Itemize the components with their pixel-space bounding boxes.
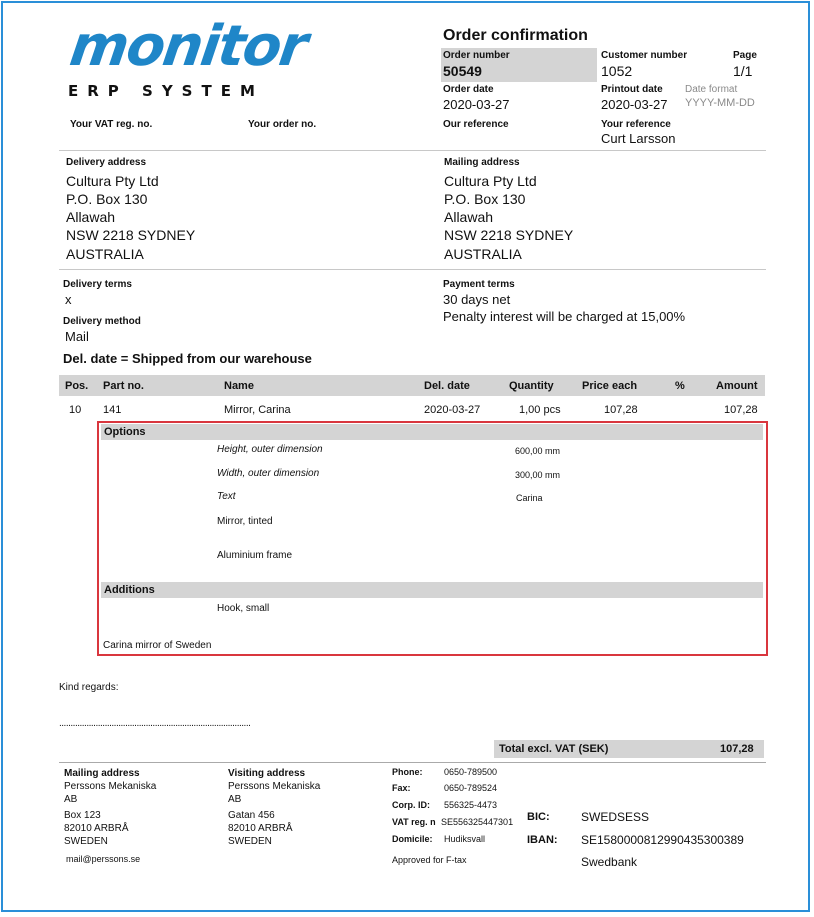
printout-date: 2020-03-27: [601, 97, 668, 112]
logo-subtitle: ERP SYSTEM: [68, 82, 264, 100]
mailing-address-label: Mailing address: [444, 157, 520, 168]
signature-line: ....................................................................................: [59, 718, 251, 729]
delivery-address-line: Cultura Pty Ltd: [66, 173, 159, 189]
order-date-label: Order date: [443, 84, 494, 95]
row-quantity: 1,00 pcs: [519, 404, 561, 416]
delivery-terms: x: [65, 292, 72, 307]
printout-date-label: Printout date: [601, 84, 663, 95]
delivery-address-line: NSW 2218 SYDNEY: [66, 227, 196, 243]
mailing-address-line: Allawah: [444, 209, 494, 225]
fax: 0650-789524: [444, 783, 498, 793]
corp-id: 556325-4473: [444, 800, 498, 810]
mailing-address-line: NSW 2218 SYDNEY: [444, 227, 574, 243]
your-order-label: Your order no.: [248, 119, 317, 130]
payment-terms-label: Payment terms: [443, 279, 515, 290]
mailing-address-line: AUSTRALIA: [444, 246, 522, 262]
corp-id-label: Corp. ID:: [392, 800, 430, 810]
date-format-label: Date format: [685, 84, 738, 95]
row-part-no: 141: [103, 404, 122, 416]
option-name: Height, outer dimension: [217, 444, 323, 455]
bank-name: Swedbank: [581, 855, 638, 869]
delivery-method-label: Delivery method: [63, 316, 141, 327]
footer-visiting-line: 82010 ARBRÅ: [228, 823, 293, 834]
total-value: 107,28: [720, 743, 754, 755]
row-price-each: 107,28: [604, 404, 638, 416]
mailing-address-line: Cultura Pty Ltd: [444, 173, 537, 189]
option-extra: Aluminium frame: [217, 550, 293, 561]
delivery-address-line: AUSTRALIA: [66, 246, 144, 262]
row-amount: 107,28: [724, 404, 758, 416]
payment-terms: 30 days net: [443, 292, 511, 307]
footer-divider: [59, 762, 766, 763]
addition-note: Carina mirror of Sweden: [103, 640, 212, 651]
delivery-address-line: P.O. Box 130: [66, 191, 148, 207]
iban-label: IBAN:: [527, 834, 558, 846]
delivery-method: Mail: [65, 329, 89, 344]
domicile: Hudiksvall: [444, 834, 486, 844]
page-number: 1/1: [733, 63, 753, 79]
divider: [59, 269, 766, 270]
options-label: Options: [104, 426, 146, 438]
phone: 0650-789500: [444, 767, 498, 777]
customer-number-label: Customer number: [601, 50, 688, 61]
col-part-no: Part no.: [103, 380, 144, 392]
vat-reg-label: Your VAT reg. no.: [70, 119, 153, 130]
col-percent: %: [675, 380, 685, 392]
footer-visiting-line: AB: [228, 794, 242, 805]
iban: SE1580000812990435300389: [581, 833, 744, 847]
option-name: Width, outer dimension: [217, 468, 320, 479]
option-value: 600,00 mm: [515, 446, 561, 456]
col-price-each: Price each: [582, 380, 638, 392]
fax-label: Fax:: [392, 783, 411, 793]
footer-mailing-label: Mailing address: [64, 768, 140, 779]
row-pos: 10: [69, 404, 82, 416]
footer-mailing-line: Box 123: [64, 810, 101, 821]
your-reference-label: Your reference: [601, 119, 671, 130]
divider: [59, 150, 766, 151]
vat-label: VAT reg. n: [392, 817, 436, 827]
kind-regards: Kind regards:: [59, 682, 119, 693]
order-number-label: Order number: [443, 50, 510, 61]
page-label: Page: [733, 50, 757, 61]
customer-number: 1052: [601, 63, 633, 79]
option-value: 300,00 mm: [515, 470, 561, 480]
delivery-terms-label: Delivery terms: [63, 279, 132, 290]
row-name: Mirror, Carina: [224, 404, 291, 416]
bic-label: BIC:: [527, 811, 550, 823]
bic: SWEDSESS: [581, 810, 650, 824]
phone-label: Phone:: [392, 767, 423, 777]
document-title: Order confirmation: [443, 27, 588, 44]
delivery-address-line: Allawah: [66, 209, 116, 225]
option-extra: Mirror, tinted: [217, 516, 273, 527]
penalty-interest-note: Penalty interest will be charged at 15,00%: [443, 309, 686, 324]
footer-visiting-line: Gatan 456: [228, 810, 275, 821]
our-reference-label: Our reference: [443, 119, 509, 130]
footer-mailing-line: Perssons Mekaniska: [64, 781, 157, 792]
option-name: Text: [217, 491, 236, 502]
footer-mailing-line: 82010 ARBRÅ: [64, 823, 129, 834]
table-header-bar: [59, 375, 765, 396]
col-pos: Pos.: [65, 380, 89, 392]
addition-item: Hook, small: [217, 603, 270, 614]
order-number: 50549: [443, 63, 482, 79]
col-quantity: Quantity: [509, 380, 554, 392]
col-name: Name: [224, 380, 254, 392]
vat-number: SE556325447301: [441, 817, 514, 827]
your-reference: Curt Larsson: [601, 131, 676, 146]
del-date-note: Del. date = Shipped from our warehouse: [63, 351, 312, 366]
date-format: YYYY-MM-DD: [685, 97, 755, 109]
company-logo: monitor: [66, 14, 310, 79]
footer-visiting-line: SWEDEN: [228, 836, 272, 847]
delivery-address-label: Delivery address: [66, 157, 147, 168]
footer-mailing-line: SWEDEN: [64, 836, 108, 847]
option-value: Carina: [516, 493, 543, 503]
additions-label: Additions: [104, 584, 155, 596]
row-del-date: 2020-03-27: [424, 404, 481, 416]
mailing-address-line: P.O. Box 130: [444, 191, 526, 207]
highlight-box: [97, 421, 768, 656]
footer-visiting-label: Visiting address: [228, 768, 306, 779]
col-del-date: Del. date: [424, 380, 470, 392]
total-label: Total excl. VAT (SEK): [499, 743, 609, 755]
order-date: 2020-03-27: [443, 97, 510, 112]
footer-email: mail@perssons.se: [66, 854, 141, 864]
f-tax-note: Approved for F-tax: [392, 855, 467, 865]
domicile-label: Domicile:: [392, 834, 433, 844]
footer-visiting-line: Perssons Mekaniska: [228, 781, 321, 792]
footer-mailing-line: AB: [64, 794, 78, 805]
col-amount: Amount: [716, 380, 758, 392]
